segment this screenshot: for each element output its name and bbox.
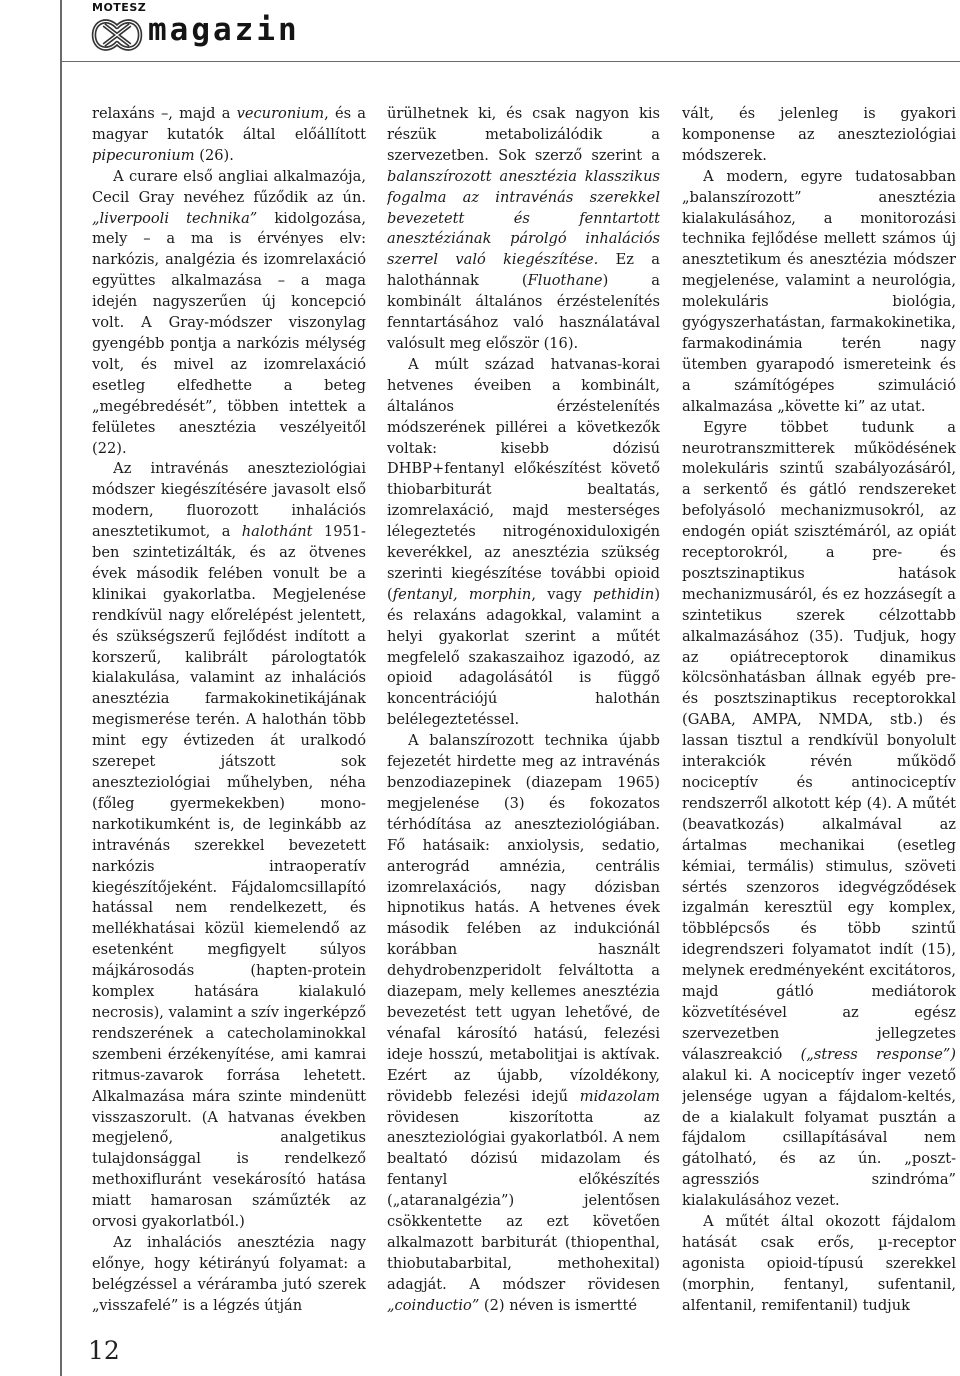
text-run: Egyre többet tudunk a neurotranszmitterek működésének molekuláris szintű szabályozásáról, a serkentő és gátló rendszereket befolyásoló mechanizmusokról, az endogén opiát szisztémáról, az opiát receptorokról, a pre- és posztszinaptikus hatások mechanizmusáról, és ez hozzásegít a szintetikus szerek célzottabb alkalmazásához (35). Tudjuk, hogy az opiátreceptorok dinamikus kölcsönhatásban állnak egyéb pre- és posztszinaptikus receptorokkal (GABA, AMPA, NMDA, stb.) és lassan tisztul a rendkívül bonyolult interakciók révén működő nociceptív és antinociceptív rendszerről alkotott kép (4). A műtét (beavatkozás) alkalmával az ártalmas mechanikai (esetleg kémiai, termális) stimulus, szöveti sértés szenzoros idegvégződések izgalmán keresztül egy komplex, többlépcsős és több szintű idegrendszeri folyamatot indít (15), melynek eredményeként excitátoros, majd gátló mediátorok közvetítésével az egész szervezetben jellegzetes válaszreakció: [682, 418, 956, 1063]
paragraph: [682, 1212, 956, 1317]
text-run: Ez a halothánnak (: [387, 251, 660, 290]
text-run: kidolgozása, mely – a ma is érvényes elv: narkózis, analgézia és izomrelaxáció együttes alkalmazása – a maga idején nagyszerűen új koncepció volt. A Gray-módszer viszonylag gyengébb pontja a narkózis mélység volt, és mivel az izomrelaxáció esetleg elfedhette a beteg „megébredését”, többen intettek a felületes anesztézia veszélyeitől (22).: [92, 209, 366, 457]
text-run: A curare első angliai alkalmazója, Cecil Gray nevéhez fűződik az ún.: [92, 167, 366, 206]
paragraph: [682, 418, 956, 1212]
italic-text: „liverpooli technika”: [92, 209, 258, 227]
paragraph: [682, 104, 956, 167]
paragraph: [92, 104, 366, 167]
paragraph: [92, 459, 366, 1233]
text-run: vált, és jelenleg is gyakori komponense az aneszteziológiai módszerek.: [682, 105, 956, 164]
text-run: A modern, egyre tudatosabban „balanszírozott” anesztézia kialakulásához, a monitorozási technika fejlődése mellett számos új anesztetikum és anesztézia módszer megjelenése, valamint a neurológia, molekuláris biológia, gyógyszerhatástan, farmakokinetika, farmakodinámia terén nagy ütemben gyarapodó ismereteink és a számítógépes szimuláció alkalmazása „követte ki” az utat.: [682, 167, 956, 415]
text-run: Az inhalációs anesztézia nagy előnye, hogy kétirányú folyamat: a belégzéssel a véráramba jutó szerek „visszafelé” is a légzés útján: [92, 1233, 366, 1314]
text-run: relaxáns –, majd a: [92, 105, 237, 122]
paragraph: [682, 167, 956, 418]
text-run: (26).: [194, 146, 234, 164]
paragraph: [387, 731, 660, 1316]
text-run: , vagy: [531, 585, 593, 603]
paragraph: [387, 355, 660, 731]
italic-text: midazolam: [579, 1087, 660, 1105]
paragraph: [92, 167, 366, 460]
paragraph: [387, 104, 660, 355]
text-run: A múlt század hatvanas-korai hetvenes éveiben a kombinált, általános érzéstelenítés módszerének pillérei a következők voltak: kisebb dózisú DHBP+fentanyl előkészítést követő thiobarbiturát bealtatás, izomrelaxáció, majd mesterséges lélegeztetés nitrogénoxiduloxigén keverékkel, az anesztézia szükség szerinti kiegészítése további opioid (: [387, 355, 660, 603]
text-run: ) és relaxáns adagokkal, valamint a helyi gyakorlat szerint a műtét megfelelő szakaszaihoz igazodó, az opioid adagolásától is függő koncentrációjú halothán belélegeztetéssel.: [387, 585, 660, 729]
column-1: [92, 104, 366, 1322]
column-3: [682, 104, 956, 1322]
text-run: A balanszírozott technika újabb fejezetét hirdette meg az intravénás benzodiazepinek (diazepam 1965) megjelenése (3) és fokozatos térhódítása az aneszteziológiában. Fő hatásaik: anxiolysis, sedatio, anterográd amnézia, centrális izomrelaxációs, nagy dózisban hipnotikus hatás. A hetvenes évek második felében az indukciónál korábban használt dehydrobenzperidolt felváltotta a diazepam, mely kellemes anesztézia bevezetést tett ugyan lehetővé, de vénafal károsító hatású, felezési ideje hosszú, metabolitjai is aktívak. Ezért az újabb, vízoldékony, rövidebb felezési idejű: [387, 732, 660, 1105]
italic-text: pethidin: [592, 585, 655, 603]
column-2: [387, 104, 660, 1322]
italic-text: vecuronium: [236, 105, 325, 122]
italic-text: balanszírozott anesztézia klasszikus fogalma az intravénás szerekkel bevezetett és fenntartott anesztéziának párolgó inhalációs szerrel való kiegészítése.: [387, 167, 660, 269]
celtic-knot-logo-icon: [90, 13, 144, 57]
page-number: 12: [88, 1336, 120, 1365]
text-run: Az intravénás aneszteziológiai módszer kiegészítésére javasolt első modern, fluorozott inhalációs anesztetikumot, a: [92, 460, 366, 541]
paragraph: [92, 1233, 366, 1317]
italic-text: fentanyl, morphin: [392, 585, 532, 603]
italic-text: „coinductio”: [387, 1296, 480, 1314]
text-run: 1951-ben szintetizálták, és az ötvenes évek második felében vonult be a klinikai gyakorlatba. Megjelenése rendkívül nagy előrelépést jelentett, és szükségszerű fejlődést indított a korszerű, kalibrált párologtatók kialakulása, valamint az inhalációs anesztézia farmakokinetikájának megismerése terén. A halothán több mint egy évtizeden át uralkodó szerepet játszott sok aneszteziológiai műhelyben, néha (főleg gyermekekben) mono-narkotikumként is, de leginkább az intravénás szerekkel bevezetett narkózis intraoperatív kiegészítőjeként. Fájdalomcsillapító hatással nem rendelkezett, és mellékhatásai közül kiemelendő az esetenként megfigyelt súlyos májkárosodás (hapten-protein komplex hatására kialakuló necrosis), valamint a szív ingerképző rendszerének a catecholaminokkal szembeni érzékenyítése, ami kamrai ritmus-zavarok forrása lehetett. Alkalmazása mára szinte mindenütt visszaszorult. (A hatvanas években megjelenő, analgetikus tulajdonsággal is rendelkező methoxifluránt vesekárosító hatása miatt hamarosan száműzték az orvosi gyakorlatból.): [92, 523, 366, 1231]
magazine-title: magazin: [148, 12, 300, 48]
text-run: (2) néven is ismertté: [479, 1296, 637, 1314]
text-run: alakul ki. A nociceptív inger vezető jelensége ugyan a fájdalom-keltés, de a kialakult folyamat pusztán a fájdalom csillapításával nem gátolható, és az ún. „poszt-agressziós szindróma” kialakulásához vezet.: [682, 1066, 956, 1210]
text-run: ürülhetnek ki, és csak nagyon kis részük metabolizálódik a szervezetben. Sok szerző szerint a: [387, 105, 660, 164]
text-run: , és a magyar kutatók által előállított: [92, 105, 366, 143]
text-run: rövidesen kiszorította az aneszteziológiai gyakorlatból. A nem bealtató dózisú midazolam és fentanyl előkészítés („ataranalgézia”) jelentősen csökkentette az ezt követően alkalmazott barbiturát (thiopenthal, thiobutabarbital, methohexital) adagját. A módszer rövidesen: [387, 1108, 660, 1293]
italic-text: („stress response”): [800, 1045, 956, 1063]
italic-text: pipecuronium: [92, 146, 195, 164]
text-run: A műtét által okozott fájdalom hatását csak erős, µ-receptor agonista opioid-típusú szerekkel (morphin, fentanyl, sufentanil, alfentanil, remifentanil) tudjuk: [682, 1213, 956, 1314]
header-rule: [60, 61, 960, 62]
italic-text: Fluothane: [527, 272, 603, 290]
publisher-label: MOTESZ: [92, 1, 147, 14]
masthead: [0, 0, 960, 62]
text-run: ) a kombinált általános érzéstelenítés fenntartásához való használatával valósult meg először (16).: [387, 272, 660, 352]
left-margin-rule: [60, 0, 62, 1376]
italic-text: halothánt: [241, 523, 313, 541]
